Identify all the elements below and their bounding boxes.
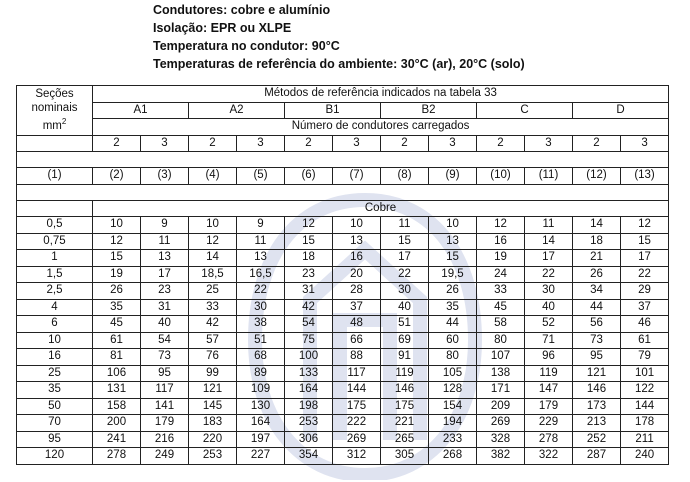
- ampacity-value-cell: 75: [285, 332, 333, 349]
- ampacity-value-cell: 117: [333, 365, 381, 382]
- ampacity-value-cell: 37: [621, 299, 669, 316]
- ampacity-value-cell: 81: [93, 349, 141, 366]
- ampacity-value-cell: 222: [333, 415, 381, 432]
- ampacity-value-cell: 328: [477, 431, 525, 448]
- conductor-count-cell: 3: [237, 135, 285, 152]
- ampacity-value-cell: 144: [621, 398, 669, 415]
- ampacity-value-cell: 52: [525, 316, 573, 333]
- ampacity-value-cell: 15: [621, 233, 669, 250]
- ampacity-value-cell: 227: [237, 448, 285, 465]
- ampacity-value-cell: 278: [93, 448, 141, 465]
- column-number-cell: (2): [93, 168, 141, 185]
- section-size-cell: 0,75: [17, 233, 93, 250]
- section-size-cell: 35: [17, 382, 93, 399]
- ampacity-value-cell: 54: [285, 316, 333, 333]
- ampacity-value-cell: 269: [477, 415, 525, 432]
- ampacity-value-cell: 73: [573, 332, 621, 349]
- ampacity-value-cell: 26: [573, 266, 621, 283]
- ampacity-value-cell: 18: [573, 233, 621, 250]
- ampacity-value-cell: 119: [381, 365, 429, 382]
- method-d-cell: D: [573, 102, 669, 119]
- ampacity-value-cell: 15: [429, 250, 477, 267]
- conductor-count-cell: 2: [477, 135, 525, 152]
- ampacity-value-cell: 233: [429, 431, 477, 448]
- ampacity-value-cell: 48: [333, 316, 381, 333]
- header-line-insulation: Isolação: EPR ou XLPE: [153, 21, 292, 35]
- ampacity-value-cell: 173: [573, 398, 621, 415]
- table-row: [17, 299, 669, 316]
- ampacity-value-cell: 278: [525, 431, 573, 448]
- ampacity-value-cell: 21: [573, 250, 621, 267]
- column-number-cell: (9): [429, 168, 477, 185]
- ampacity-value-cell: 241: [93, 431, 141, 448]
- ampacity-value-cell: 40: [525, 299, 573, 316]
- ampacity-value-cell: 121: [573, 365, 621, 382]
- ampacity-value-cell: 197: [237, 431, 285, 448]
- ampacity-value-cell: 144: [333, 382, 381, 399]
- secoes-line2: nominais: [31, 102, 78, 115]
- ampacity-value-cell: 25: [189, 283, 237, 300]
- ampacity-value-cell: 131: [93, 382, 141, 399]
- ampacity-value-cell: 12: [621, 217, 669, 234]
- table-row: [17, 250, 669, 267]
- ampacity-value-cell: 29: [621, 283, 669, 300]
- ampacity-value-cell: 105: [429, 365, 477, 382]
- ampacity-value-cell: 13: [429, 233, 477, 250]
- ampacity-value-cell: 287: [573, 448, 621, 465]
- table-row: [17, 448, 669, 465]
- method-b1-cell: B1: [285, 102, 381, 119]
- ampacity-value-cell: 209: [477, 398, 525, 415]
- ampacity-value-cell: 16: [477, 233, 525, 250]
- ampacity-value-cell: 54: [141, 332, 189, 349]
- ampacity-value-cell: 79: [621, 349, 669, 366]
- ampacity-value-cell: 252: [573, 431, 621, 448]
- ampacity-value-cell: 35: [93, 299, 141, 316]
- counts-blank-cell: [17, 135, 93, 152]
- ampacity-value-cell: 11: [381, 217, 429, 234]
- table-blank-row: [17, 152, 669, 168]
- column-number-cell: (6): [285, 168, 333, 185]
- section-size-cell: 70: [17, 415, 93, 432]
- table-blank-row: [17, 184, 669, 200]
- section-size-cell: 6: [17, 316, 93, 333]
- section-size-cell: 50: [17, 398, 93, 415]
- ampacity-value-cell: 221: [381, 415, 429, 432]
- ampacity-value-cell: 96: [525, 349, 573, 366]
- conductor-count-cell: 3: [525, 135, 573, 152]
- ampacity-value-cell: 56: [573, 316, 621, 333]
- metodos-title-cell: Métodos de referência indicados na tabela 33: [93, 86, 669, 103]
- header-line-reference-temperatures: Temperaturas de referência do ambiente: 30°C (ar), 20°C (solo): [153, 57, 525, 71]
- ampacity-value-cell: 73: [141, 349, 189, 366]
- secoes-unit: mm: [42, 120, 62, 133]
- ampacity-value-cell: 216: [141, 431, 189, 448]
- ampacity-value-cell: 382: [477, 448, 525, 465]
- ampacity-value-cell: 76: [189, 349, 237, 366]
- ampacity-value-cell: 46: [621, 316, 669, 333]
- ampacity-value-cell: 26: [429, 283, 477, 300]
- table-header-row-counts: [17, 135, 669, 152]
- ampacity-value-cell: 16: [333, 250, 381, 267]
- method-a2-cell: A2: [189, 102, 285, 119]
- ampacity-value-cell: 16,5: [237, 266, 285, 283]
- section-size-cell: 0,5: [17, 217, 93, 234]
- table-header-row-methods: [17, 86, 669, 103]
- ampacity-value-cell: 57: [189, 332, 237, 349]
- ampacity-value-cell: 60: [429, 332, 477, 349]
- ampacity-value-cell: 44: [429, 316, 477, 333]
- ampacity-value-cell: 211: [621, 431, 669, 448]
- ampacity-value-cell: 30: [381, 283, 429, 300]
- ampacity-value-cell: 178: [621, 415, 669, 432]
- method-b2-cell: B2: [381, 102, 477, 119]
- table-material-row: [17, 200, 669, 217]
- ampacity-value-cell: 12: [477, 217, 525, 234]
- ampacity-value-cell: 14: [525, 233, 573, 250]
- ampacity-value-cell: 19: [93, 266, 141, 283]
- ampacity-value-cell: 18: [285, 250, 333, 267]
- ampacity-value-cell: 80: [429, 349, 477, 366]
- header-line-conductors: Condutores: cobre e alumínio: [153, 3, 331, 17]
- ampacity-value-cell: 171: [477, 382, 525, 399]
- ampacity-value-cell: 15: [93, 250, 141, 267]
- ampacity-value-cell: 15: [381, 233, 429, 250]
- section-size-cell: 2,5: [17, 283, 93, 300]
- ampacity-value-cell: 198: [285, 398, 333, 415]
- column-number-cell: (3): [141, 168, 189, 185]
- ampacity-value-cell: 14: [189, 250, 237, 267]
- ampacity-value-cell: 354: [285, 448, 333, 465]
- table-row: [17, 233, 669, 250]
- ampacity-value-cell: 17: [525, 250, 573, 267]
- ampacity-value-cell: 119: [525, 365, 573, 382]
- ampacity-value-cell: 305: [381, 448, 429, 465]
- conductor-count-cell: 3: [141, 135, 189, 152]
- table-row: [17, 431, 669, 448]
- ampacity-value-cell: 61: [621, 332, 669, 349]
- ampacity-value-cell: 38: [237, 316, 285, 333]
- section-size-cell: 25: [17, 365, 93, 382]
- ampacity-value-cell: 80: [477, 332, 525, 349]
- ampacity-value-cell: 95: [141, 365, 189, 382]
- ampacity-value-cell: 40: [141, 316, 189, 333]
- ampacity-value-cell: 175: [381, 398, 429, 415]
- column-number-cell: (4): [189, 168, 237, 185]
- ampacity-value-cell: 30: [525, 283, 573, 300]
- ampacity-value-cell: 17: [381, 250, 429, 267]
- ampacity-value-cell: 100: [285, 349, 333, 366]
- section-size-cell: 10: [17, 332, 93, 349]
- ampacity-value-cell: 200: [93, 415, 141, 432]
- ampacity-value-cell: 154: [429, 398, 477, 415]
- ampacity-value-cell: 240: [621, 448, 669, 465]
- ampacity-value-cell: 164: [285, 382, 333, 399]
- ampacity-value-cell: 145: [189, 398, 237, 415]
- table-row: [17, 415, 669, 432]
- ampacity-value-cell: 20: [333, 266, 381, 283]
- ampacity-value-cell: 33: [477, 283, 525, 300]
- column-number-cell: (12): [573, 168, 621, 185]
- ampacity-value-cell: 146: [381, 382, 429, 399]
- ampacity-value-cell: 122: [621, 382, 669, 399]
- table-row: [17, 266, 669, 283]
- ampacity-value-cell: 194: [429, 415, 477, 432]
- ampacity-value-cell: 23: [141, 283, 189, 300]
- ampacity-value-cell: 61: [93, 332, 141, 349]
- ampacity-value-cell: 89: [237, 365, 285, 382]
- conductor-count-cell: 3: [621, 135, 669, 152]
- ampacity-value-cell: 28: [333, 283, 381, 300]
- ampacity-value-cell: 13: [333, 233, 381, 250]
- ampacity-value-cell: 220: [189, 431, 237, 448]
- ampacity-value-cell: 253: [285, 415, 333, 432]
- ampacity-value-cell: 10: [93, 217, 141, 234]
- ampacity-value-cell: 213: [573, 415, 621, 432]
- ampacity-value-cell: 130: [237, 398, 285, 415]
- ampacity-value-cell: 141: [141, 398, 189, 415]
- ampacity-value-cell: 101: [621, 365, 669, 382]
- ampacity-value-cell: 11: [237, 233, 285, 250]
- ampacity-value-cell: 26: [93, 283, 141, 300]
- header-line-conductor-temperature: Temperatura no condutor: 90°C: [153, 39, 340, 53]
- numero-title-cell: Número de condutores carregados: [93, 119, 669, 136]
- ampacity-value-cell: 10: [333, 217, 381, 234]
- ampacity-value-cell: 109: [237, 382, 285, 399]
- table-header-row-numero: [17, 119, 669, 136]
- table-column-number-row: [17, 168, 669, 185]
- conductor-count-cell: 2: [573, 135, 621, 152]
- ampacity-value-cell: 128: [429, 382, 477, 399]
- table-row: [17, 349, 669, 366]
- section-size-cell: 4: [17, 299, 93, 316]
- ampacity-value-cell: 14: [573, 217, 621, 234]
- ampacity-value-cell: 229: [525, 415, 573, 432]
- table-row: [17, 382, 669, 399]
- column-number-cell: (1): [17, 168, 93, 185]
- column-number-cell: (10): [477, 168, 525, 185]
- ampacity-value-cell: 306: [285, 431, 333, 448]
- ampacity-value-cell: 13: [237, 250, 285, 267]
- ampacity-value-cell: 183: [189, 415, 237, 432]
- ampacity-value-cell: 31: [285, 283, 333, 300]
- table-row: [17, 316, 669, 333]
- ampacity-value-cell: 40: [381, 299, 429, 316]
- conductor-count-cell: 2: [189, 135, 237, 152]
- column-number-cell: (13): [621, 168, 669, 185]
- ampacity-value-cell: 11: [525, 217, 573, 234]
- ampacity-value-cell: 10: [429, 217, 477, 234]
- ampacity-value-cell: 13: [141, 250, 189, 267]
- ampacity-value-cell: 45: [477, 299, 525, 316]
- ampacity-value-cell: 11: [141, 233, 189, 250]
- secoes-line1: Seções: [35, 88, 74, 101]
- ampacity-value-cell: 42: [285, 299, 333, 316]
- secoes-header-cell: [17, 86, 93, 136]
- ampacity-value-cell: 179: [525, 398, 573, 415]
- ampacity-value-cell: 71: [525, 332, 573, 349]
- ampacity-value-cell: 179: [141, 415, 189, 432]
- ampacity-table: [16, 85, 669, 465]
- ampacity-value-cell: 164: [237, 415, 285, 432]
- ampacity-value-cell: 33: [189, 299, 237, 316]
- ampacity-value-cell: 9: [141, 217, 189, 234]
- table-row: [17, 283, 669, 300]
- ampacity-value-cell: 133: [285, 365, 333, 382]
- ampacity-value-cell: 12: [93, 233, 141, 250]
- ampacity-value-cell: 99: [189, 365, 237, 382]
- ampacity-value-cell: 19,5: [429, 266, 477, 283]
- ampacity-value-cell: 30: [237, 299, 285, 316]
- table-header-row-method-names: [17, 102, 669, 119]
- method-a1-cell: A1: [93, 102, 189, 119]
- ampacity-value-cell: 68: [237, 349, 285, 366]
- ampacity-value-cell: 37: [333, 299, 381, 316]
- table-row: [17, 217, 669, 234]
- ampacity-value-cell: 17: [621, 250, 669, 267]
- ampacity-value-cell: 19: [477, 250, 525, 267]
- ampacity-value-cell: 322: [525, 448, 573, 465]
- section-size-cell: 120: [17, 448, 93, 465]
- table-row: [17, 332, 669, 349]
- conductor-count-cell: 2: [93, 135, 141, 152]
- ampacity-value-cell: 24: [477, 266, 525, 283]
- conductor-count-cell: 2: [381, 135, 429, 152]
- blank-cell: [17, 152, 669, 168]
- ampacity-value-cell: 23: [285, 266, 333, 283]
- ampacity-value-cell: 106: [93, 365, 141, 382]
- blank-cell: [17, 184, 669, 200]
- material-label-cell: Cobre: [93, 200, 669, 217]
- table-row: [17, 398, 669, 415]
- ampacity-value-cell: 9: [237, 217, 285, 234]
- material-blank-cell: [17, 200, 93, 217]
- document-header: [153, 1, 525, 73]
- conductor-count-cell: 3: [333, 135, 381, 152]
- ampacity-value-cell: 51: [237, 332, 285, 349]
- ampacity-value-cell: 312: [333, 448, 381, 465]
- ampacity-value-cell: 269: [333, 431, 381, 448]
- ampacity-value-cell: 147: [525, 382, 573, 399]
- ampacity-value-cell: 66: [333, 332, 381, 349]
- ampacity-value-cell: 12: [285, 217, 333, 234]
- ampacity-value-cell: 22: [525, 266, 573, 283]
- table-data-body: [17, 217, 669, 465]
- ampacity-value-cell: 107: [477, 349, 525, 366]
- ampacity-value-cell: 175: [333, 398, 381, 415]
- ampacity-value-cell: 88: [333, 349, 381, 366]
- ampacity-value-cell: 91: [381, 349, 429, 366]
- section-size-cell: 1: [17, 250, 93, 267]
- section-size-cell: 1,5: [17, 266, 93, 283]
- ampacity-value-cell: 42: [189, 316, 237, 333]
- column-number-cell: (7): [333, 168, 381, 185]
- secoes-unit-sup: 2: [61, 117, 67, 127]
- ampacity-value-cell: 117: [141, 382, 189, 399]
- ampacity-value-cell: 51: [381, 316, 429, 333]
- ampacity-value-cell: 58: [477, 316, 525, 333]
- ampacity-value-cell: 22: [621, 266, 669, 283]
- section-size-cell: 16: [17, 349, 93, 366]
- ampacity-value-cell: 18,5: [189, 266, 237, 283]
- column-number-cell: (5): [237, 168, 285, 185]
- ampacity-value-cell: 44: [573, 299, 621, 316]
- ampacity-value-cell: 17: [141, 266, 189, 283]
- method-c-cell: C: [477, 102, 573, 119]
- ampacity-value-cell: 10: [189, 217, 237, 234]
- ampacity-value-cell: 31: [141, 299, 189, 316]
- ampacity-value-cell: 22: [381, 266, 429, 283]
- ampacity-value-cell: 249: [141, 448, 189, 465]
- conductor-count-cell: 2: [285, 135, 333, 152]
- conductor-count-cell: 3: [429, 135, 477, 152]
- ampacity-value-cell: 69: [381, 332, 429, 349]
- ampacity-value-cell: 22: [237, 283, 285, 300]
- ampacity-value-cell: 35: [429, 299, 477, 316]
- ampacity-value-cell: 253: [189, 448, 237, 465]
- section-size-cell: 95: [17, 431, 93, 448]
- ampacity-value-cell: 138: [477, 365, 525, 382]
- ampacity-value-cell: 265: [381, 431, 429, 448]
- table-row: [17, 365, 669, 382]
- column-number-cell: (11): [525, 168, 573, 185]
- ampacity-value-cell: 158: [93, 398, 141, 415]
- ampacity-value-cell: 95: [573, 349, 621, 366]
- ampacity-value-cell: 34: [573, 283, 621, 300]
- ampacity-value-cell: 146: [573, 382, 621, 399]
- ampacity-value-cell: 45: [93, 316, 141, 333]
- ampacity-value-cell: 12: [189, 233, 237, 250]
- ampacity-value-cell: 268: [429, 448, 477, 465]
- column-number-cell: (8): [381, 168, 429, 185]
- ampacity-value-cell: 121: [189, 382, 237, 399]
- ampacity-value-cell: 15: [285, 233, 333, 250]
